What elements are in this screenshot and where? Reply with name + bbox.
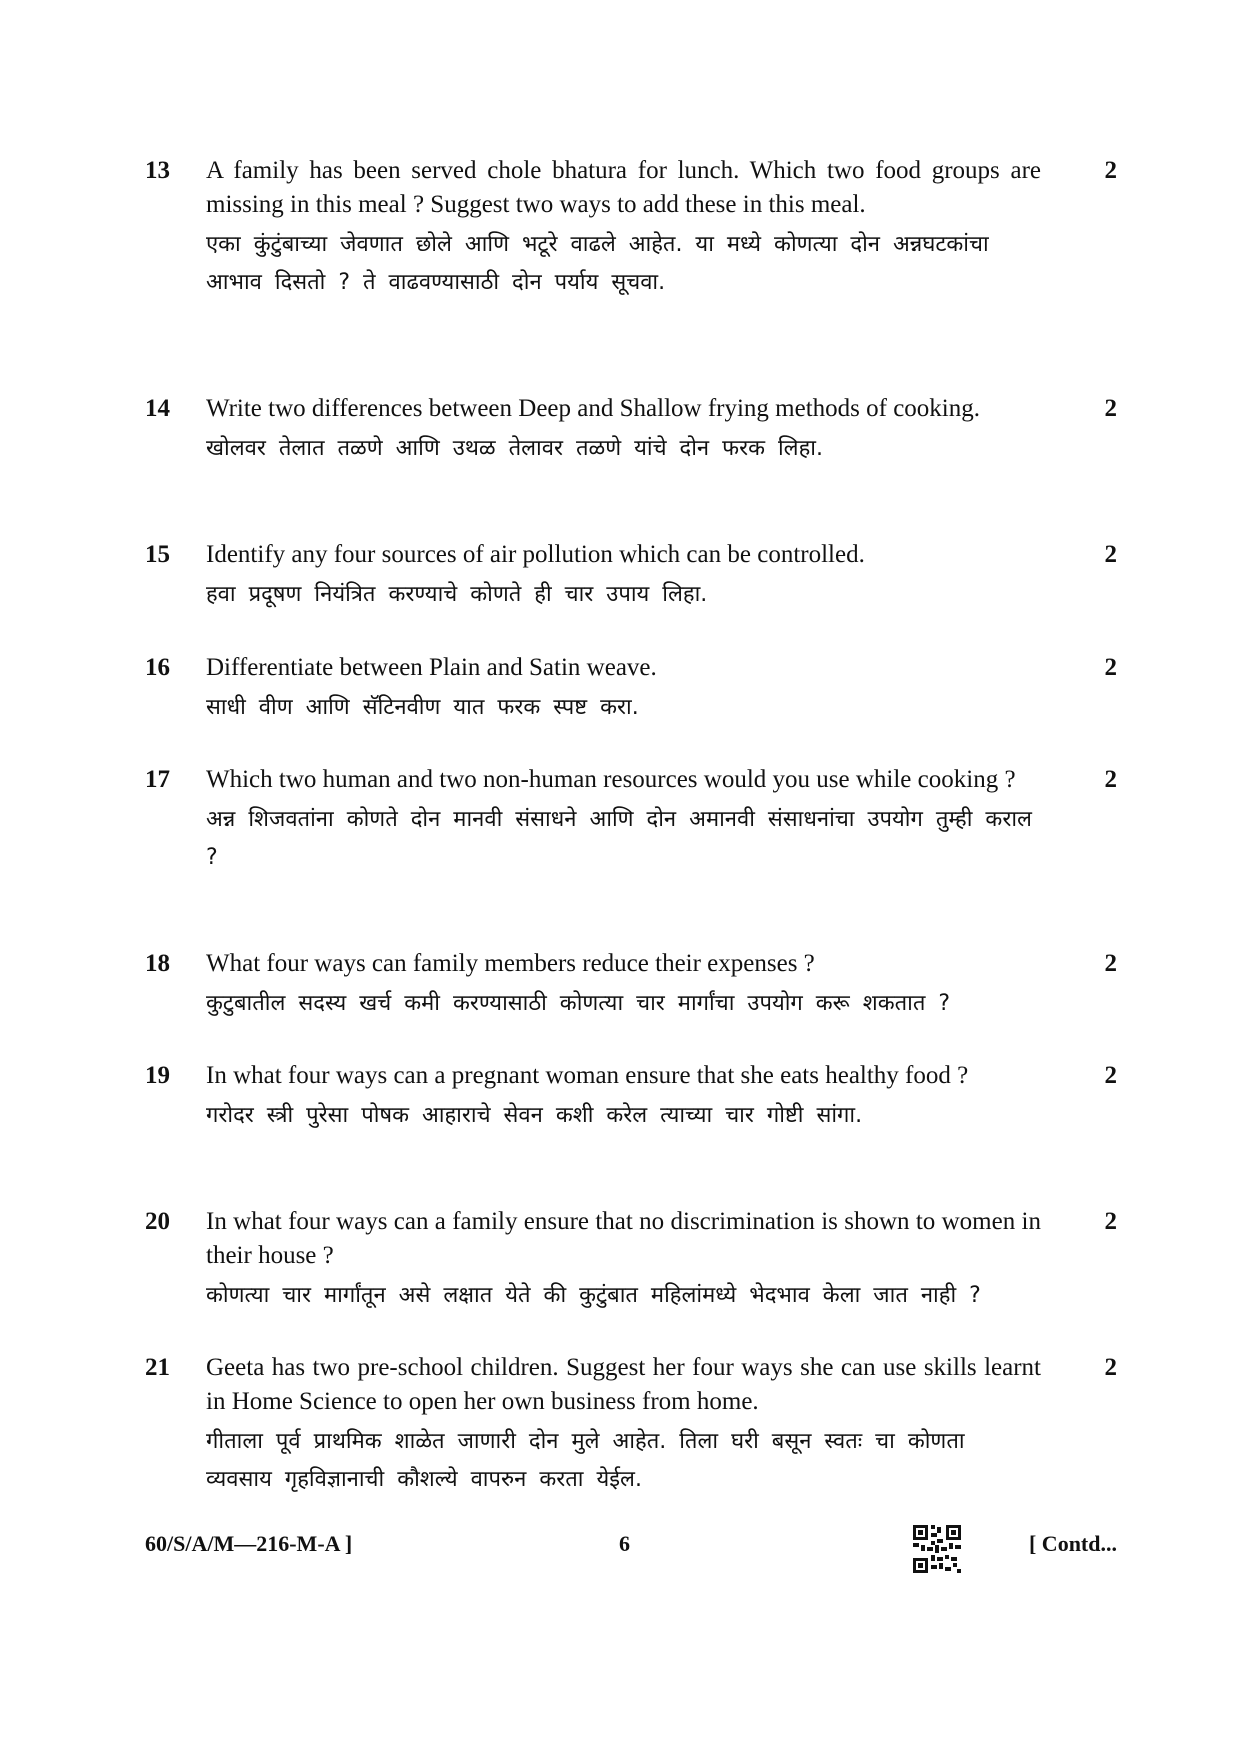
question-text-english: Identify any four sources of air pollution which can be controlled.: [206, 541, 865, 568]
question-number: 21: [145, 1354, 170, 1381]
question-marks: 2: [1104, 157, 1117, 184]
question-marks: 2: [1104, 766, 1117, 793]
question-text-marathi: गीताला पूर्व प्राथमिक शाळेत जाणारी दोन मुले आहेत. तिला घरी बसून स्वतः चा कोणता व्यवसाय गृहविज्ञानाची कौशल्ये वापरुन करता येईल.: [206, 1429, 965, 1492]
question-body: [206, 538, 1041, 614]
question-text-marathi: हवा प्रदूषण नियंत्रित करण्याचे कोणते ही चार उपाय लिहा.: [206, 582, 708, 607]
qr-code-icon: [911, 1523, 963, 1575]
question-number: 15: [145, 541, 170, 568]
question-text-marathi: कोणत्या चार मार्गांतून असे लक्षात येते की कुटुंबात महिलांमध्ये भेदभाव केला जात नाही ?: [206, 1283, 981, 1308]
question-text-marathi: अन्न शिजवतांना कोणते दोन मानवी संसाधने आणि दोन अमानवी संसाधनांचा उपयोग तुम्ही कराल ?: [206, 807, 1032, 870]
question-body: [206, 947, 1041, 1023]
question-body: [206, 1351, 1041, 1499]
question-text-english: Differentiate between Plain and Satin weave.: [206, 654, 657, 681]
question-body: [206, 763, 1041, 877]
qr-code-graphic: [911, 1523, 963, 1575]
page-number: 6: [619, 1531, 630, 1556]
question-text-marathi: एका कुंटुंबाच्या जेवणात छोले आणि भटूरे वाढले आहेत. या मध्ये कोणत्या दोन अन्नघटकांचा आभाव दिसतो ? ते वाढवण्यासाठी दोन पर्याय सूचवा.: [206, 232, 989, 295]
question-body: [206, 1205, 1041, 1315]
question-number: 13: [145, 157, 170, 184]
question-marks: 2: [1104, 1062, 1117, 1089]
page-footer: [145, 1523, 1117, 1573]
question-body: [206, 154, 1041, 302]
question-number: 18: [145, 950, 170, 977]
question-text-english: What four ways can family members reduce their expenses ?: [206, 950, 815, 977]
question-text-english: In what four ways can a family ensure that no discrimination is shown to women in their house ?: [206, 1208, 1041, 1269]
question-number: 20: [145, 1208, 170, 1235]
question-text-english: Write two differences between Deep and Shallow frying methods of cooking.: [206, 395, 980, 422]
question-text-marathi: खोलवर तेलात तळणे आणि उथळ तेलावर तळणे यांचे दोन फरक लिहा.: [206, 436, 823, 461]
question-text-english: Geeta has two pre-school children. Suggest her four ways she can use skills learnt in Home Science to open her own business from home.: [206, 1354, 1041, 1415]
question-text-marathi: गरोदर स्त्री पुरेसा पोषक आहाराचे सेवन कशी करेल त्याच्या चार गोष्टी सांगा.: [206, 1103, 863, 1128]
question-text-marathi: कुटुबातील सदस्य खर्च कमी करण्यासाठी कोणत्या चार मार्गांचा उपयोग करू शकतात ?: [206, 991, 951, 1016]
question-marks: 2: [1104, 395, 1117, 422]
question-marks: 2: [1104, 950, 1117, 977]
question-number: 16: [145, 654, 170, 681]
question-text-english: Which two human and two non-human resources would you use while cooking ?: [206, 766, 1016, 793]
question-text-marathi: साधी वीण आणि सॅटिनवीण यात फरक स्पष्ट करा.: [206, 695, 639, 720]
question-text-english: In what four ways can a pregnant woman ensure that she eats healthy food ?: [206, 1062, 969, 1089]
question-body: [206, 1059, 1041, 1135]
question-marks: 2: [1104, 1208, 1117, 1235]
question-text-english: A family has been served chole bhatura for lunch. Which two food groups are missing in this meal ? Suggest two ways to add these in this meal.: [206, 157, 1041, 218]
question-marks: 2: [1104, 1354, 1117, 1381]
question-marks: 2: [1104, 654, 1117, 681]
continued-label: [ Contd...: [1028, 1531, 1117, 1556]
question-body: [206, 651, 1041, 727]
question-marks: 2: [1104, 541, 1117, 568]
question-number: 14: [145, 395, 170, 422]
paper-code: 60/S/A/M—216-M-A ]: [145, 1531, 353, 1556]
question-number: 19: [145, 1062, 170, 1089]
question-number: 17: [145, 766, 170, 793]
question-body: [206, 392, 1041, 468]
